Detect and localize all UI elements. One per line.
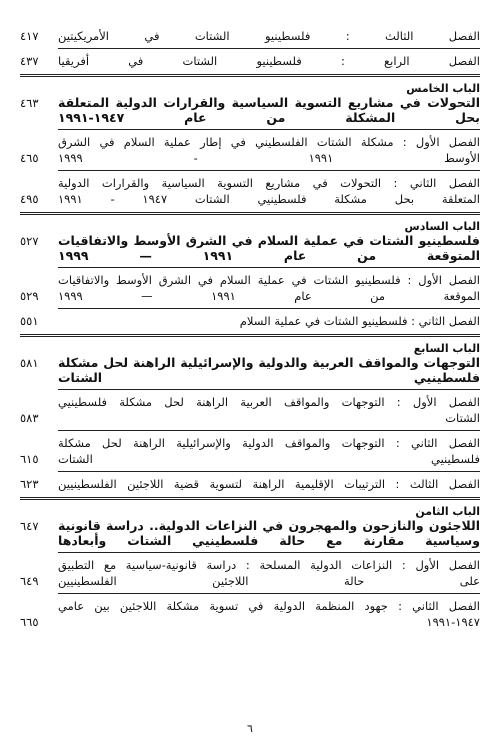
part-heading [20, 233, 480, 263]
chapter-title: الفصل الثاني : التوجهات والمواقف الدولية والإسرائيلية الراهنة لحل مشكلة فلسطينيي الشتات [58, 436, 480, 466]
toc-entry [20, 175, 480, 207]
chapter-title: الفصل الثاني : جهود المنظمة الدولية في تسوية مشكلة اللاجئين بين عامي ١٩٤٧-١٩٩١ [58, 599, 480, 629]
table-of-contents [20, 28, 480, 708]
chapter-title: الفصل الأول : فلسطينيو الشتات في عملية السلام في الشرق الأوسط والاتفاقيات الموقعة من عام ١٩٩١ — ١٩٩٩ [58, 273, 481, 303]
toc-entry [20, 557, 480, 589]
toc-entry [20, 598, 480, 630]
toc-entry [20, 53, 480, 69]
part-divider [20, 212, 480, 215]
page-ref: ٦٦٥ [20, 615, 39, 629]
page-ref: ٥٢٩ [20, 289, 39, 303]
part-title: فلسطينيو الشتات في عملية السلام في الشرق الأوسط والاتفاقيات المتوقعة من عام ١٩٩١ — ١٩٩٩ [58, 233, 480, 263]
part-label: الباب السابع [413, 342, 480, 355]
page-ref: ٥٨٣ [20, 411, 39, 425]
chapter-title: الفصل الرابع : فلسطينيو الشتات في أفريقيا [58, 54, 480, 68]
part-heading [20, 355, 480, 385]
toc-entry [20, 435, 480, 467]
page-ref: ٥٢٧ [20, 234, 39, 248]
page-ref: ٤٦٣ [20, 96, 39, 110]
page-ref: ٦٤٩ [20, 574, 39, 588]
page-ref: ٦١٥ [20, 452, 39, 466]
page-ref: ٥٨١ [20, 356, 39, 370]
page-ref: ٤٩٥ [20, 192, 39, 206]
chapter-title: الفصل الثالث : الترتيبات الإقليمية الراهنة لتسوية قضية اللاجئين الفلسطينيين [58, 477, 480, 491]
part-heading [20, 518, 480, 548]
page-ref: ٤٣٧ [20, 54, 39, 68]
toc-entry [20, 272, 480, 304]
part-title: التحولات في مشاريع التسوية السياسية والقرارات الدولية المتعلقة بحل المشكلة من عام ١٩٤٧-١٩٩١ [58, 95, 480, 125]
chapter-title: الفصل الثالث : فلسطينيو الشتات في الأمريكيتين [58, 29, 480, 43]
part-heading [20, 95, 480, 125]
part-label: الباب السادس [404, 220, 480, 233]
page-ref: ٥٥١ [20, 314, 39, 328]
part-title: التوجهات والمواقف العربية والدولية والإسرائيلية الراهنة لحل مشكلة فلسطينيي الشتات [58, 355, 480, 385]
part-title: اللاجئون والنازحون والمهجرون في النزاعات الدولية.. دراسة قانونية وسياسية مقارنة مع حالة فلسطينيي الشتات وأبعادها [58, 518, 480, 548]
page-ref: ٦٢٣ [20, 477, 39, 491]
part-divider [20, 334, 480, 337]
part-label: الباب الثامن [415, 505, 480, 518]
chapter-title: الفصل الأول : مشكلة الشتات الفلسطيني في إطار عملية السلام في الشرق الأوسط ١٩٩١ - ١٩٩٩ [58, 135, 481, 165]
chapter-title: الفصل الثاني : التحولات في مشاريع التسوية السياسية والقرارات الدولية المتعلقة بحل مشكلة فلسطينيي الشتات ١٩٤٧ - ١٩٩١ [58, 176, 480, 206]
toc-entry [20, 394, 480, 426]
chapter-title: الفصل الثاني : فلسطينيو الشتات في عملية السلام [239, 314, 480, 328]
page-ref: ٤١٧ [20, 29, 39, 43]
page-number: ٦ [247, 722, 253, 735]
part-divider [20, 497, 480, 500]
chapter-title: الفصل الأول : التوجهات والمواقف العربية الراهنة لحل مشكلة فلسطينيي الشتات [58, 395, 480, 425]
chapter-title: الفصل الأول : النزاعات الدولية المسلحة : دراسة قانونية-سياسية مع التطبيق على حالة اللاجئين الفلسطينيين [58, 558, 480, 588]
toc-entry [20, 313, 480, 329]
toc-entry [20, 134, 480, 166]
part-divider [20, 74, 480, 77]
part-label: الباب الخامس [406, 82, 480, 95]
page-ref: ٦٤٧ [20, 519, 39, 533]
page-ref: ٤٦٥ [20, 151, 39, 165]
toc-entry [20, 28, 480, 44]
toc-entry [20, 476, 480, 492]
